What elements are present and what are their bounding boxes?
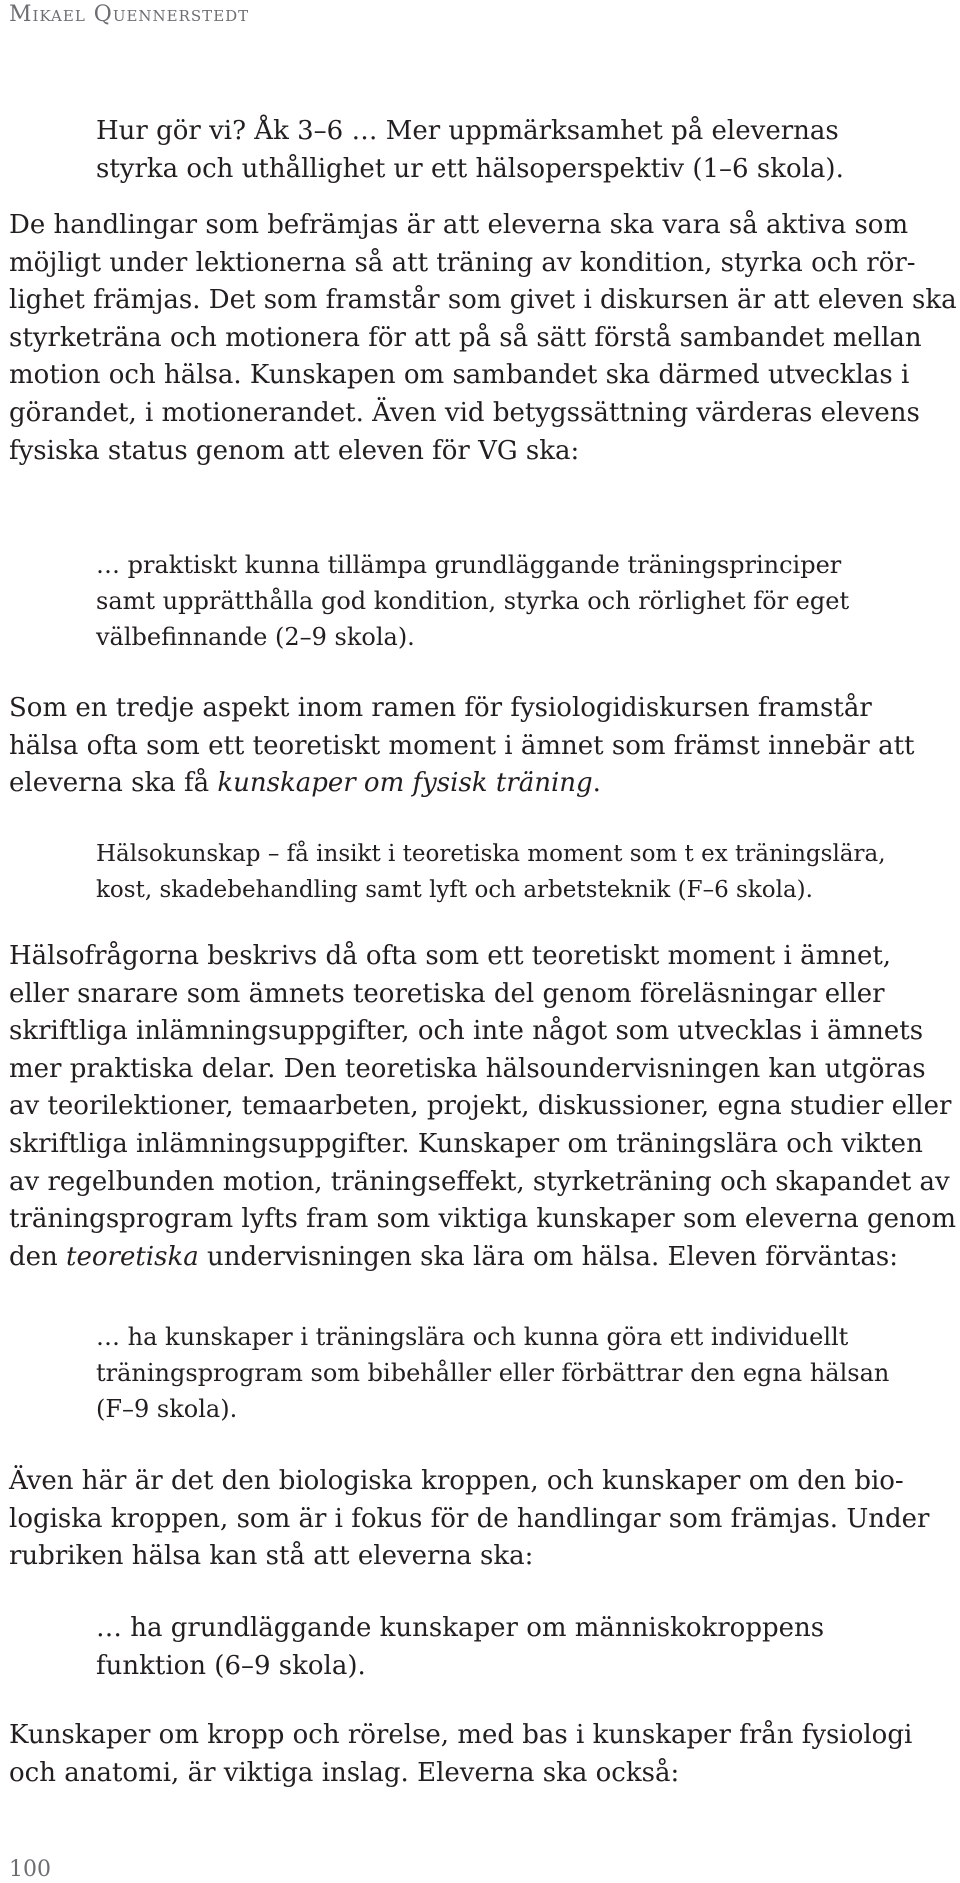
text-line: rubriken hälsa kan stå att eleverna ska: — [9, 1541, 534, 1572]
quote-line: Hälsokunskap – få insikt i teoretiska moment som t ex träningslära, — [96, 841, 886, 867]
text-line: och anatomi, är viktiga inslag. Eleverna ska också: — [9, 1757, 680, 1788]
text-line: träningsprogram lyfts fram som viktiga kunskaper som eleverna genom — [9, 1204, 957, 1235]
text-line: styrketräna och motionera för att på så sätt förstå sambandet mellan — [9, 322, 922, 353]
paragraph-5 — [9, 1717, 912, 1792]
quote-line: styrka och uthållighet ur ett hälsoperspektiv (1–6 skola). — [96, 154, 844, 184]
quote-line: träningsprogram som bibehåller eller förbättrar den egna hälsan — [96, 1359, 890, 1387]
quote-line: … praktiskt kunna tillämpa grundläggande träningsprinciper — [96, 551, 842, 579]
text-line: Även här är det den biologiska kroppen, och kunskaper om den bio- — [9, 1466, 904, 1496]
text-line: Kunskaper om kropp och rörelse, med bas i kunskaper från fysiologi — [9, 1720, 913, 1750]
text-run: eleverna ska få — [9, 768, 218, 799]
text-line: möjligt under lektionerna så att träning av kondition, styrka och rör- — [9, 247, 916, 278]
quote-line: … ha kunskaper i träningslära och kunna göra ett individuellt — [96, 1323, 849, 1351]
quote-line: Hur gör vi? Åk 3–6 … Mer uppmärksamhet på elevernas — [96, 116, 839, 146]
text-line: motion och hälsa. Kunskapen om sambandet ska därmed utvecklas i — [9, 360, 910, 391]
paragraph-3 — [9, 938, 956, 1276]
text-line: görandet, i motionerandet. Även vid betygssättning värderas elevens — [9, 397, 920, 428]
running-head: Mikael Quennerstedt — [9, 2, 250, 27]
text-line: hälsa ofta som ett teoretiskt moment i ämnet som främst innebär att — [9, 730, 915, 761]
paragraph-2 — [9, 690, 915, 803]
text-line: logiska kroppen, som är i fokus för de handlingar som främjas. Under — [9, 1503, 930, 1534]
emphasis: kunskaper om fysisk träning — [217, 768, 593, 799]
quote-line: samt upprätthålla god kondition, styrka och rörlighet för eget — [96, 587, 850, 615]
text-line — [9, 1239, 956, 1277]
text-run: den — [9, 1241, 67, 1272]
text-line: fysiska status genom att eleven för VG ska: — [9, 435, 580, 466]
block-quote-5 — [96, 1609, 824, 1685]
emphasis: teoretiska — [66, 1241, 199, 1272]
text-line: av regelbunden motion, träningseffekt, styrketräning och skapandet av — [9, 1166, 950, 1197]
text-line: De handlingar som befrämjas är att eleverna ska vara så aktiva som — [9, 210, 909, 240]
quote-line: (F–9 skola). — [96, 1395, 238, 1423]
quote-line: välbefinnande (2–9 skola). — [96, 623, 415, 651]
text-line: av teorilektioner, temaarbeten, projekt, diskussioner, egna studier eller — [9, 1091, 952, 1122]
text-line: mer praktiska delar. Den teoretiska hälsoundervisningen kan utgöras — [9, 1053, 926, 1084]
text-line — [9, 765, 915, 803]
block-quote-4 — [96, 1319, 889, 1427]
text-line: Hälsofrågorna beskrivs då ofta som ett teoretiskt moment i ämnet, — [9, 941, 892, 971]
text-line: skriftliga inlämningsuppgifter, och inte något som utvecklas i ämnets — [9, 1016, 924, 1047]
text-line: Som en tredje aspekt inom ramen för fysiologidiskursen framstår — [9, 693, 872, 723]
page-number: 100 — [9, 1857, 51, 1882]
paragraph-1 — [9, 207, 957, 470]
text-run: undervisningen ska lära om hälsa. Eleven förväntas: — [198, 1241, 898, 1272]
block-quote-2 — [96, 547, 849, 655]
text-run: . — [592, 768, 601, 799]
text-line: skriftliga inlämningsuppgifter. Kunskaper om träningslära och vikten — [9, 1128, 923, 1159]
text-line: eller snarare som ämnets teoretiska del genom föreläsningar eller — [9, 978, 885, 1009]
text-line: lighet främjas. Det som framstår som givet i diskursen är att eleven ska — [9, 285, 957, 316]
quote-line: funktion (6–9 skola). — [96, 1651, 366, 1681]
quote-line: … ha grundläggande kunskaper om människokroppens — [96, 1613, 825, 1643]
block-quote-3 — [96, 836, 886, 908]
paragraph-4 — [9, 1463, 929, 1576]
quote-line: kost, skadebehandling samt lyft och arbetsteknik (F–6 skola). — [96, 877, 813, 903]
block-quote-1 — [96, 112, 844, 188]
